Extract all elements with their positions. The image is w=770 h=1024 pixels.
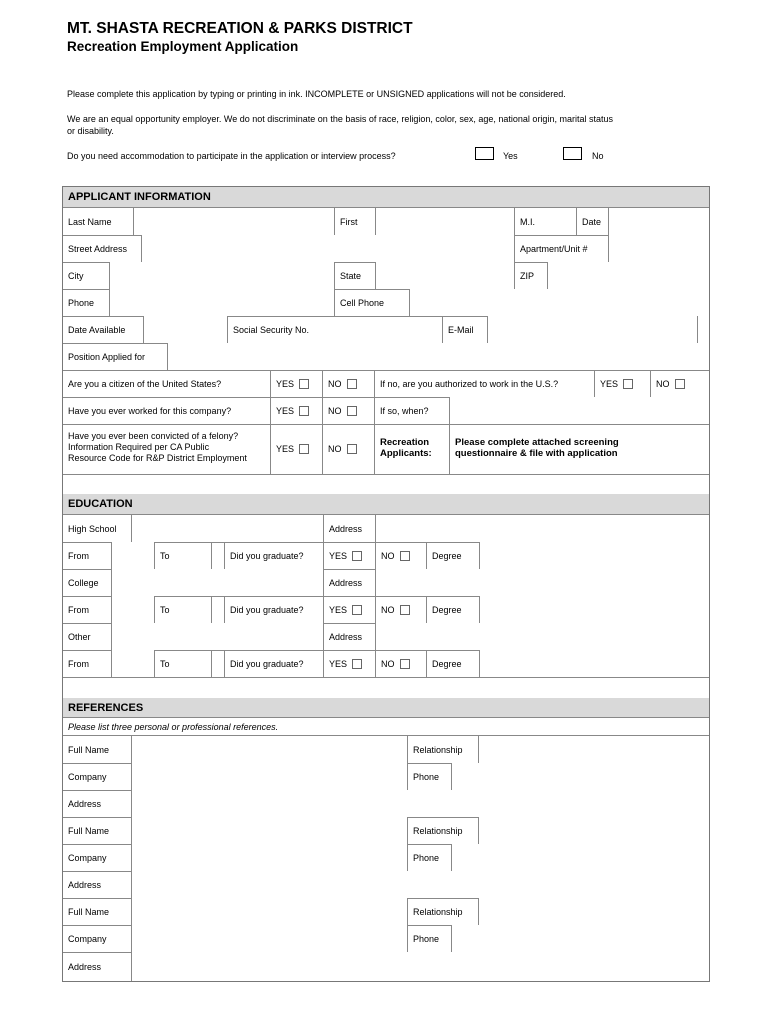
- ref3-address-label: Address: [68, 961, 102, 972]
- ref1-phone-field[interactable]: [451, 763, 709, 790]
- last-name-label: Last Name: [68, 216, 112, 227]
- felony-no-checkbox[interactable]: [347, 444, 357, 454]
- high-school-dates-row: [63, 542, 709, 570]
- ref3-relationship-field[interactable]: [478, 898, 709, 925]
- email-field-end: [697, 316, 709, 343]
- when-field[interactable]: [449, 397, 709, 424]
- college-dates-row: [63, 596, 709, 624]
- recreation-applicants-label: [374, 424, 449, 474]
- form-title: Recreation Employment Application: [67, 39, 299, 54]
- college-to-field[interactable]: [211, 596, 224, 623]
- middle-initial-label: M.I.: [514, 208, 576, 235]
- screening-note-line1: Please complete attached screening: [455, 437, 619, 448]
- ref2-company-label: Company: [68, 852, 107, 863]
- authorized-yes-label: YES: [600, 378, 619, 389]
- authorized-no-label: NO: [656, 378, 670, 389]
- worked-no-option[interactable]: [322, 397, 374, 424]
- hs-no-checkbox[interactable]: [400, 551, 410, 561]
- recreation-line1: Recreation: [380, 437, 430, 448]
- college-label: College: [68, 577, 99, 588]
- hs-degree-label: Degree: [426, 542, 479, 569]
- accommodation-question: Do you need accommodation to participate in the application or interview process?: [67, 151, 396, 161]
- authorized-no-option[interactable]: [650, 370, 709, 397]
- ref3-phone-field[interactable]: [451, 925, 709, 952]
- eeo-statement-line2: or disability.: [67, 126, 114, 136]
- zip-field[interactable]: [547, 262, 709, 289]
- zip-label: ZIP: [514, 262, 547, 289]
- other-school-label: Other: [68, 631, 91, 642]
- ref3-address-field[interactable]: [131, 952, 709, 981]
- ref1-address-row: [63, 790, 709, 818]
- high-school-label: High School: [68, 523, 117, 534]
- high-school-row: [63, 515, 709, 543]
- citizen-yes-checkbox[interactable]: [299, 379, 309, 389]
- other-no-checkbox[interactable]: [400, 659, 410, 669]
- screening-note-line2: questionnaire & file with application: [455, 448, 618, 459]
- college-no-label: NO: [381, 604, 395, 615]
- ref1-address-label: Address: [68, 798, 102, 809]
- other-school-row: [63, 623, 709, 651]
- college-field[interactable]: [111, 569, 323, 596]
- felony-line3: Resource Code for R&P District Employment: [68, 453, 247, 463]
- last-name-field[interactable]: [133, 208, 334, 235]
- street-row: [63, 235, 709, 263]
- ref2-address-label: Address: [68, 879, 102, 890]
- other-yes-label: YES: [329, 658, 348, 669]
- city-row: [63, 262, 709, 290]
- ref1-relationship-label: Relationship: [407, 736, 478, 763]
- college-no-option[interactable]: [375, 596, 426, 623]
- other-from-field[interactable]: [111, 650, 154, 677]
- ref1-company-label: Company: [68, 771, 107, 782]
- hs-graduate-question: Did you graduate?: [224, 542, 323, 569]
- state-field[interactable]: [375, 262, 514, 289]
- ref3-full-name-field[interactable]: [131, 898, 407, 925]
- citizen-row: [63, 370, 709, 398]
- high-school-address-label: Address: [323, 515, 375, 542]
- ssn-label: Social Security No.: [227, 316, 442, 343]
- college-degree-field[interactable]: [479, 596, 709, 623]
- high-school-address-field[interactable]: [375, 515, 709, 542]
- ref1-phone-label: Phone: [407, 763, 451, 790]
- citizen-yes-option[interactable]: [270, 370, 322, 397]
- ref2-address-field[interactable]: [131, 871, 709, 898]
- citizen-no-label: NO: [328, 378, 342, 389]
- college-row: [63, 569, 709, 597]
- when-question: If so, when?: [374, 397, 449, 424]
- other-yes-checkbox[interactable]: [352, 659, 362, 669]
- ref1-full-name-field[interactable]: [131, 736, 407, 763]
- authorized-question: If no, are you authorized to work in the U.S.?: [374, 370, 594, 397]
- cell-phone-field[interactable]: [409, 289, 709, 316]
- first-name-label: First: [334, 208, 375, 235]
- position-field[interactable]: [167, 343, 709, 370]
- hs-no-option[interactable]: [375, 542, 426, 569]
- references-instruction: Please list three personal or professional references.: [63, 718, 709, 736]
- other-address-label: Address: [323, 623, 375, 650]
- ref3-relationship-label: Relationship: [407, 898, 478, 925]
- felony-row: [63, 424, 709, 475]
- ref1-address-field[interactable]: [131, 790, 709, 817]
- ref2-address-row: [63, 871, 709, 899]
- ref2-name-row: [63, 817, 709, 845]
- phone-label: Phone: [68, 297, 95, 308]
- college-yes-checkbox[interactable]: [352, 605, 362, 615]
- college-from-label: From: [68, 604, 89, 615]
- college-from-field[interactable]: [111, 596, 154, 623]
- ref2-full-name-field[interactable]: [131, 817, 407, 844]
- ref3-name-row: [63, 898, 709, 926]
- hs-to-field[interactable]: [211, 542, 224, 569]
- intro-instructions: Please complete this application by typing or printing in ink. INCOMPLETE or UNSIGNED applications will not be considered.: [67, 89, 566, 99]
- other-to-label: To: [154, 650, 211, 677]
- ref1-company-row: [63, 763, 709, 791]
- college-graduate-question: Did you graduate?: [224, 596, 323, 623]
- other-degree-label: Degree: [426, 650, 479, 677]
- applicant-section-header: APPLICANT INFORMATION: [63, 187, 709, 208]
- authorized-no-checkbox[interactable]: [675, 379, 685, 389]
- position-row: [63, 343, 709, 371]
- ref3-full-name-label: Full Name: [68, 906, 110, 917]
- availability-row: [63, 316, 709, 344]
- accommodation-no-checkbox[interactable]: [563, 147, 582, 160]
- citizen-no-option[interactable]: [322, 370, 374, 397]
- other-graduate-question: Did you graduate?: [224, 650, 323, 677]
- authorized-yes-option[interactable]: [594, 370, 650, 397]
- ref3-phone-label: Phone: [407, 925, 451, 952]
- other-to-field[interactable]: [211, 650, 224, 677]
- other-from-label: From: [68, 658, 89, 669]
- email-label: E-Mail: [442, 316, 487, 343]
- hs-from-label: From: [68, 550, 89, 561]
- other-school-field[interactable]: [111, 623, 323, 650]
- ref3-company-label: Company: [68, 933, 107, 944]
- felony-line2: Information Required per CA Public: [68, 442, 210, 452]
- screening-note: [449, 424, 709, 474]
- ref3-company-field[interactable]: [131, 925, 407, 952]
- college-yes-option[interactable]: [323, 596, 375, 623]
- college-address-field[interactable]: [375, 569, 709, 596]
- college-no-checkbox[interactable]: [400, 605, 410, 615]
- other-address-field[interactable]: [375, 623, 709, 650]
- ref1-company-field[interactable]: [131, 763, 407, 790]
- other-degree-field[interactable]: [479, 650, 709, 677]
- hs-yes-option[interactable]: [323, 542, 375, 569]
- ref1-full-name-label: Full Name: [68, 744, 110, 755]
- applicant-spacer-row: [63, 474, 709, 495]
- college-address-label: Address: [323, 569, 375, 596]
- felony-line1: Have you ever been convicted of a felony?: [68, 431, 239, 441]
- org-title: MT. SHASTA RECREATION & PARKS DISTRICT: [67, 20, 413, 37]
- authorized-yes-checkbox[interactable]: [623, 379, 633, 389]
- email-field[interactable]: [487, 316, 697, 343]
- worked-question: Have you ever worked for this company?: [68, 405, 232, 416]
- street-address-label: Street Address: [68, 243, 128, 254]
- references-section-header: REFERENCES: [63, 698, 709, 718]
- cell-phone-label: Cell Phone: [334, 289, 409, 316]
- hs-from-field[interactable]: [111, 542, 154, 569]
- ref2-company-row: [63, 844, 709, 872]
- worked-yes-label: YES: [276, 405, 295, 416]
- hs-yes-checkbox[interactable]: [352, 551, 362, 561]
- worked-yes-option[interactable]: [270, 397, 322, 424]
- hs-to-label: To: [154, 542, 211, 569]
- city-label: City: [68, 270, 84, 281]
- recreation-line2: Applicants:: [380, 448, 432, 459]
- worked-no-checkbox[interactable]: [347, 406, 357, 416]
- worked-row: [63, 397, 709, 425]
- date-field[interactable]: [608, 208, 709, 235]
- felony-yes-checkbox[interactable]: [299, 444, 309, 454]
- accommodation-no-label: No: [592, 151, 604, 161]
- other-dates-row: [63, 650, 709, 678]
- college-degree-label: Degree: [426, 596, 479, 623]
- application-form: [62, 186, 710, 982]
- state-label: State: [334, 262, 375, 289]
- hs-no-label: NO: [381, 550, 395, 561]
- college-yes-label: YES: [329, 604, 348, 615]
- ref1-relationship-field[interactable]: [478, 736, 709, 763]
- citizen-yes-label: YES: [276, 378, 295, 389]
- hs-yes-label: YES: [329, 550, 348, 561]
- name-row: [63, 208, 709, 236]
- ref2-relationship-label: Relationship: [407, 817, 478, 844]
- ref3-company-row: [63, 925, 709, 953]
- accommodation-yes-checkbox[interactable]: [475, 147, 494, 160]
- phone-row: [63, 289, 709, 317]
- ref1-name-row: [63, 736, 709, 764]
- college-to-label: To: [154, 596, 211, 623]
- felony-question: [63, 424, 270, 474]
- other-no-option[interactable]: [375, 650, 426, 677]
- position-label: Position Applied for: [68, 351, 146, 362]
- street-address-field[interactable]: [141, 235, 514, 262]
- city-field[interactable]: [109, 262, 334, 289]
- hs-degree-field[interactable]: [479, 542, 709, 569]
- phone-field[interactable]: [109, 289, 334, 316]
- ref2-phone-label: Phone: [407, 844, 451, 871]
- apartment-field[interactable]: [608, 235, 709, 262]
- high-school-field[interactable]: [131, 515, 323, 542]
- education-spacer-row: [63, 677, 709, 699]
- education-section-header: EDUCATION: [63, 494, 709, 515]
- ref2-phone-field[interactable]: [451, 844, 709, 871]
- eeo-statement-line1: We are an equal opportunity employer. We do not discriminate on the basis of race, religion, color, sex, age, national origin, marital status: [67, 114, 613, 124]
- felony-yes-label: YES: [276, 444, 295, 454]
- ref2-full-name-label: Full Name: [68, 825, 110, 836]
- date-available-field[interactable]: [143, 316, 227, 343]
- ref2-company-field[interactable]: [131, 844, 407, 871]
- ref2-relationship-field[interactable]: [478, 817, 709, 844]
- apartment-label: Apartment/Unit #: [514, 235, 608, 262]
- first-name-field[interactable]: [375, 208, 514, 235]
- felony-no-label: NO: [328, 444, 342, 454]
- worked-no-label: NO: [328, 405, 342, 416]
- worked-yes-checkbox[interactable]: [299, 406, 309, 416]
- date-label: Date: [576, 208, 608, 235]
- date-available-label: Date Available: [68, 324, 126, 335]
- other-no-label: NO: [381, 658, 395, 669]
- ref3-address-row: [63, 952, 709, 981]
- felony-yes-option[interactable]: [270, 424, 322, 474]
- citizen-no-checkbox[interactable]: [347, 379, 357, 389]
- accommodation-yes-label: Yes: [503, 151, 518, 161]
- citizen-question: Are you a citizen of the United States?: [68, 378, 222, 389]
- felony-no-option[interactable]: [322, 424, 374, 474]
- other-yes-option[interactable]: [323, 650, 375, 677]
